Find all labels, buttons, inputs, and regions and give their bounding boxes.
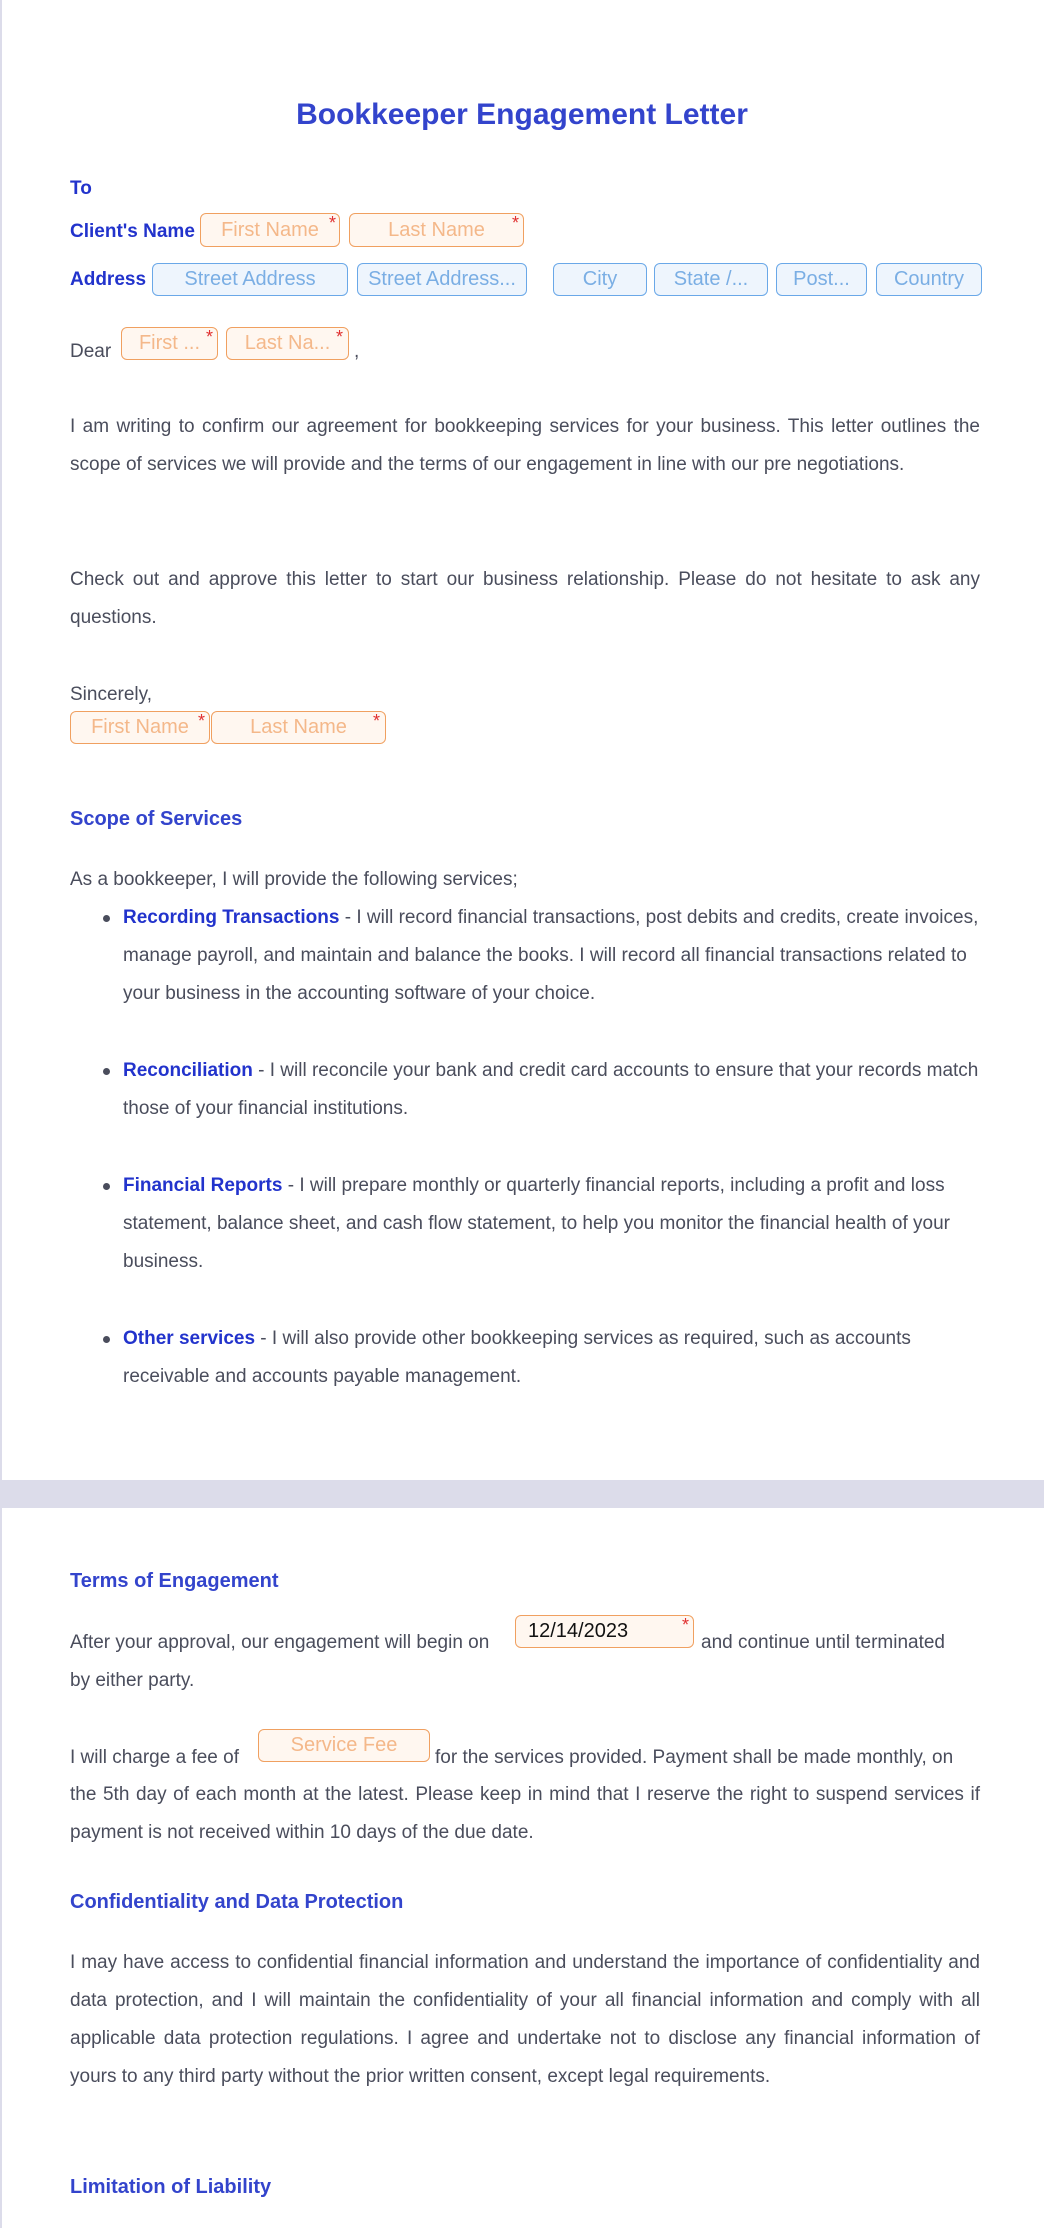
required-marker: * bbox=[198, 711, 206, 731]
street-address-line2-input[interactable] bbox=[357, 263, 527, 296]
fee-text-after: for the services provided. Payment shall be made monthly, on bbox=[435, 1747, 954, 1768]
page-title: Bookkeeper Engagement Letter bbox=[296, 98, 748, 131]
service-title: Other services bbox=[123, 1328, 256, 1349]
fee-text-before: I will charge a fee of bbox=[70, 1747, 239, 1768]
postal-code-input[interactable] bbox=[776, 263, 867, 296]
confidentiality-paragraph: I may have access to confidential financial information and understand the importance of confidentiality and data protection, and I will maintain the confidentiality of your all financial information and comply with all applicable data protection regulations. I agree and undertake not to disclose any financial information of yours to any third party without the prior written consent, except legal requirements. bbox=[70, 1952, 980, 2087]
confidentiality-heading: Confidentiality and Data Protection bbox=[70, 1891, 404, 1913]
bullet-dot bbox=[103, 1068, 110, 1075]
dear-comma: , bbox=[354, 341, 360, 362]
service-title: Reconciliation bbox=[123, 1060, 253, 1081]
required-marker: * bbox=[329, 213, 337, 233]
state-input[interactable] bbox=[654, 263, 768, 296]
service-separator: - bbox=[282, 1175, 300, 1196]
service-item-reconciliation bbox=[123, 1052, 979, 1128]
start-date-input[interactable] bbox=[515, 1615, 694, 1648]
intro-paragraph: I am writing to confirm our agreement for bookkeeping services for your business. This letter outlines the scope of services we will provide and the terms of our engagement in line with our pre negotiations. bbox=[70, 416, 980, 475]
service-description: I will reconcile your bank and credit card accounts to ensure that your records match those of your financial institutions. bbox=[123, 1060, 979, 1119]
service-fee-input[interactable] bbox=[258, 1729, 430, 1762]
service-item-other bbox=[123, 1320, 979, 1396]
bullet-dot bbox=[103, 1336, 110, 1343]
bullet-dot bbox=[103, 1183, 110, 1190]
service-item-recording bbox=[123, 899, 979, 1013]
scope-heading: Scope of Services bbox=[70, 808, 243, 830]
required-marker: * bbox=[682, 1615, 690, 1635]
service-title: Recording Transactions bbox=[123, 907, 340, 928]
start-date-text-line2: by either party. bbox=[70, 1670, 195, 1691]
country-input[interactable] bbox=[876, 263, 982, 296]
to-label: To bbox=[70, 178, 92, 199]
bullet-dot bbox=[103, 915, 110, 922]
service-separator: - bbox=[252, 1060, 270, 1081]
client-name-label: Client's Name bbox=[70, 221, 195, 242]
service-separator: - bbox=[339, 907, 357, 928]
street-address-input[interactable] bbox=[152, 263, 348, 296]
required-marker: * bbox=[373, 711, 381, 731]
start-date-text-after: and continue until terminated bbox=[701, 1632, 945, 1653]
service-title: Financial Reports bbox=[123, 1175, 283, 1196]
service-description: I will record financial transactions, post debits and credits, create invoices, manage payroll, and maintain and balance the books. I will record all financial transactions related to your business in the accounting software of your choice. bbox=[123, 907, 979, 1004]
client-last-name-input[interactable] bbox=[349, 213, 524, 247]
city-input[interactable] bbox=[553, 263, 647, 296]
address-label: Address bbox=[70, 269, 147, 290]
service-item-financial-reports bbox=[123, 1167, 979, 1281]
liability-heading: Limitation of Liability bbox=[70, 2176, 272, 2198]
sincerely-text: Sincerely, bbox=[70, 684, 153, 705]
scope-intro-text: As a bookkeeper, I will provide the following services; bbox=[70, 869, 518, 890]
start-date-text-before: After your approval, our engagement will begin on bbox=[70, 1632, 490, 1653]
terms-heading: Terms of Engagement bbox=[70, 1570, 279, 1592]
dear-first-name-input[interactable] bbox=[121, 327, 218, 360]
fee-paragraph-rest: the 5th day of each month at the latest. Please keep in mind that I reserve the right to suspend services if payment is not received within 10 days of the due date. bbox=[70, 1784, 980, 1843]
service-separator: - bbox=[255, 1328, 272, 1349]
signature-last-name-input[interactable] bbox=[211, 711, 386, 744]
required-marker: * bbox=[206, 327, 214, 347]
service-description: I will also provide other bookkeeping services as required, such as accounts receivable and accounts payable management. bbox=[123, 1328, 911, 1387]
dear-last-name-input[interactable] bbox=[226, 327, 349, 360]
required-marker: * bbox=[512, 213, 520, 233]
service-description: I will prepare monthly or quarterly financial reports, including a profit and loss statement, balance sheet, and cash flow statement, to help you monitor the financial health of your business. bbox=[123, 1175, 950, 1272]
dear-text: Dear bbox=[70, 341, 112, 362]
client-first-name-input[interactable] bbox=[200, 213, 340, 247]
approve-paragraph: Check out and approve this letter to start our business relationship. Please do not hesitate to ask any questions. bbox=[70, 569, 980, 628]
signature-first-name-input[interactable] bbox=[70, 711, 210, 744]
required-marker: * bbox=[336, 327, 344, 347]
